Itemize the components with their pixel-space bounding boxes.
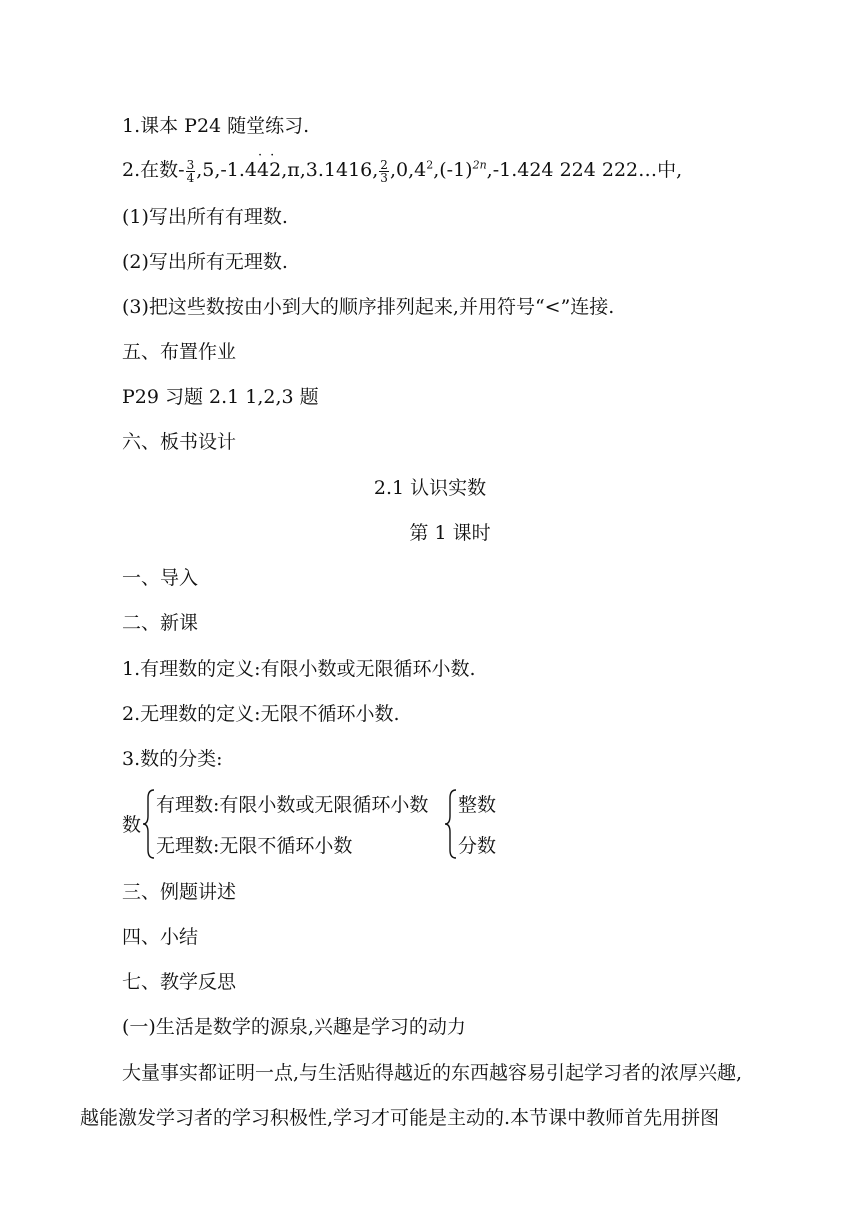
- practice-item-2: [122, 158, 682, 184]
- classification-fraction: 分数: [458, 835, 497, 857]
- practice-sub-1: (1)写出所有有理数.: [122, 206, 288, 228]
- practice-sub-3: (3)把这些数按由小到大的顺序排列起来,并用符号“<”连接.: [122, 296, 615, 318]
- board-item-newlesson: 二、新课: [122, 612, 199, 634]
- board-item-summary: 四、小结: [122, 926, 199, 948]
- board-title: 2.1 认识实数: [373, 477, 487, 499]
- practice-sub-2: (2)写出所有无理数.: [122, 251, 288, 273]
- reflection-paragraph-line-1: 大量事实都证明一点,与生活贴得越近的东西越容易引起学习者的浓厚兴趣,: [122, 1062, 743, 1084]
- fraction-two-thirds: $\frac{2}{3}$: [380, 157, 388, 185]
- classification-root: 数: [122, 814, 142, 836]
- board-item-intro: 一、导入: [122, 567, 199, 589]
- item2-seg4: ,(-1): [433, 159, 473, 181]
- right-group-brace-icon: [444, 788, 458, 860]
- homework-text: P29 习题 2.1 1,2,3 题: [122, 386, 319, 408]
- classification-rational: 有理数:有限小数或无限循环小数: [156, 794, 429, 816]
- item2-seg1: ,5,-1.4: [196, 159, 258, 181]
- item2-seg2: ,π,3.1416,: [281, 159, 379, 181]
- number-classification-heading: 3.数的分类:: [122, 748, 223, 770]
- board-heading: 六、板书设计: [122, 431, 237, 453]
- reflection-heading: 七、教学反思: [122, 971, 237, 993]
- repeating-digit-1: · 4: [257, 158, 269, 182]
- item2-seg5: ,-1.424 224 222…中,: [486, 159, 683, 181]
- repeating-digit-2: · 2: [269, 158, 281, 182]
- item2-seg3: ,0,4: [389, 159, 427, 181]
- classification-integer: 整数: [458, 794, 497, 816]
- practice-item-1: 1.课本 P24 随堂练习.: [122, 115, 310, 137]
- item2-prefix: 2.在数-: [122, 159, 185, 181]
- reflection-subheading: (一)生活是数学的源泉,兴趣是学习的动力: [122, 1016, 466, 1038]
- definition-rational: 1.有理数的定义:有限小数或无限循环小数.: [122, 658, 476, 680]
- board-item-examples: 三、例题讲述: [122, 881, 237, 903]
- exponent-2n: 2n: [472, 158, 487, 172]
- fraction-three-fourths: $\frac{3}{4}$: [186, 157, 195, 185]
- definition-irrational: 2.无理数的定义:无限不循环小数.: [122, 703, 400, 725]
- classification-irrational: 无理数:无限不循环小数: [156, 835, 353, 857]
- homework-heading: 五、布置作业: [122, 341, 237, 363]
- left-brace-icon: [142, 788, 156, 860]
- board-subtitle: 第 1 课时: [409, 522, 491, 544]
- reflection-paragraph-line-2: 越能激发学习者的学习积极性,学习才可能是主动的.本节课中教师首先用拼图: [80, 1107, 720, 1129]
- exponent-2: 2: [426, 158, 434, 172]
